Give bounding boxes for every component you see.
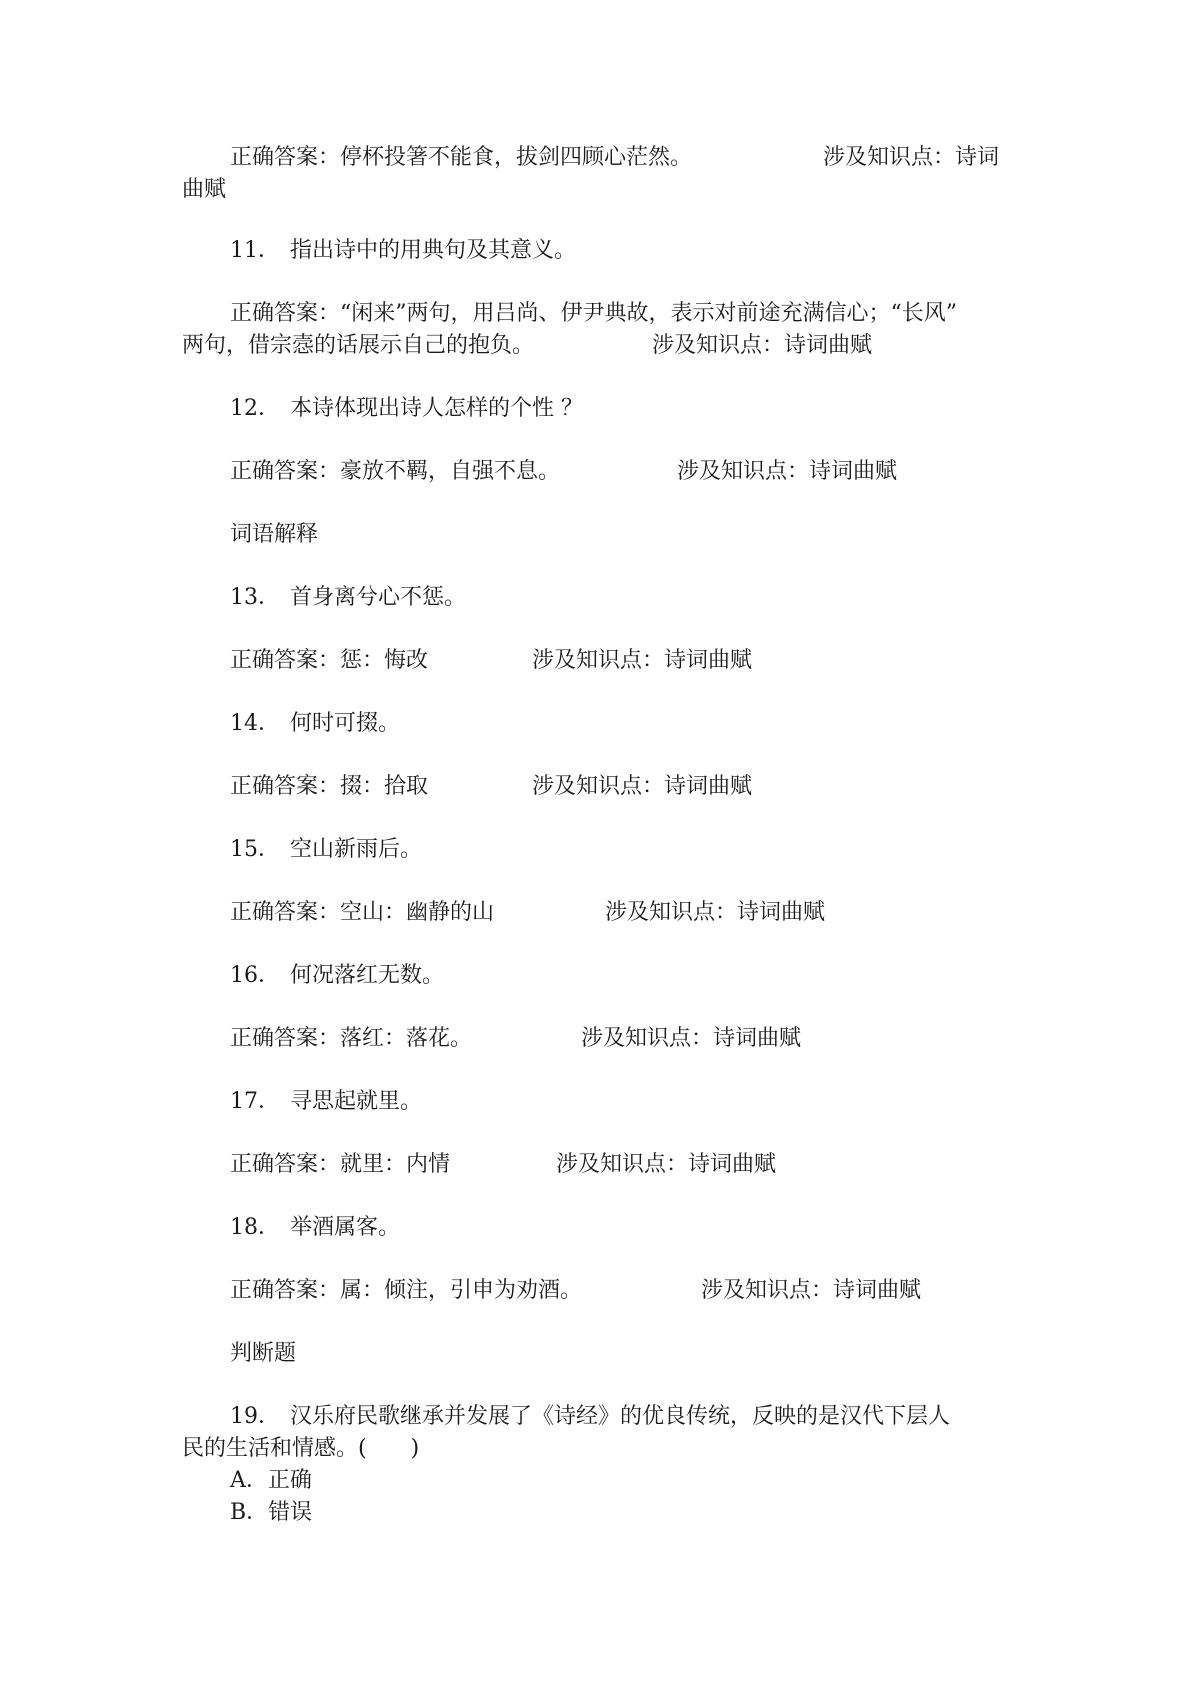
question-16-text: 何况落红无数。	[290, 963, 445, 988]
answer-11-line2: 两句，借宗悫的话展示自己的抱负。	[182, 333, 535, 358]
section-heading-true-false: 判断题	[230, 1341, 297, 1366]
answer-12-text: 正确答案：豪放不羁，自强不息。	[230, 459, 561, 484]
answer-17-knowledge-tag: 涉及知识点：诗词曲赋	[556, 1152, 777, 1177]
question-18-text: 举酒属客。	[290, 1215, 401, 1240]
option-a-true[interactable]: A．正确	[230, 1468, 312, 1493]
question-19-number: 19．	[230, 1404, 280, 1429]
answer-11-line1: 正确答案：“闲来”两句，用吕尚、伊尹典故，表示对前途充满信心；“长风”	[230, 301, 957, 326]
question-15	[230, 835, 422, 865]
answer-16-knowledge-tag: 涉及知识点：诗词曲赋	[581, 1026, 802, 1051]
question-11-number: 11．	[230, 238, 280, 263]
answer-13-text: 正确答案：惩：悔改	[230, 648, 429, 673]
question-12-text: 本诗体现出诗人怎样的个性 ？	[290, 396, 583, 421]
question-17-text: 寻思起就里。	[290, 1089, 423, 1114]
question-15-number: 15．	[230, 837, 280, 862]
question-15-text: 空山新雨后。	[290, 837, 423, 862]
question-17-number: 17．	[230, 1089, 280, 1114]
answer-14-text: 正确答案：掇：拾取	[230, 774, 429, 799]
question-12-number: 12．	[230, 396, 280, 421]
answer-13-knowledge-tag: 涉及知识点：诗词曲赋	[532, 648, 753, 673]
answer-10-knowledge-tag-continued: 曲赋	[182, 177, 227, 202]
question-11-text: 指出诗中的用典句及其意义。	[290, 238, 577, 263]
question-16	[230, 961, 444, 991]
answer-12-knowledge-tag: 涉及知识点：诗词曲赋	[677, 459, 898, 484]
question-13	[230, 583, 466, 613]
question-19-text-continued: 民的生活和情感。( )	[182, 1436, 420, 1461]
question-13-number: 13．	[230, 585, 280, 610]
question-19-text: 汉乐府民歌继承并发展了《诗经》的优良传统，反映的是汉代下层人	[290, 1404, 951, 1429]
question-16-number: 16．	[230, 963, 280, 988]
answer-18-knowledge-tag: 涉及知识点：诗词曲赋	[701, 1278, 922, 1303]
answer-18-text: 正确答案：属：倾注，引申为劝酒。	[230, 1278, 583, 1303]
question-12	[230, 394, 583, 424]
question-14	[230, 709, 400, 739]
question-13-text: 首身离兮心不惩。	[290, 585, 467, 610]
answer-17-text: 正确答案：就里：内情	[230, 1152, 451, 1177]
answer-15-knowledge-tag: 涉及知识点：诗词曲赋	[605, 900, 826, 925]
answer-10-text: 正确答案：停杯投箸不能食，拔剑四顾心茫然。	[230, 145, 693, 170]
answer-14-knowledge-tag: 涉及知识点：诗词曲赋	[532, 774, 753, 799]
section-heading-vocabulary: 词语解释	[230, 522, 319, 547]
question-18	[230, 1213, 400, 1243]
answer-10-knowledge-tag: 涉及知识点：诗词	[823, 145, 1000, 170]
question-11	[230, 236, 576, 266]
answer-16-text: 正确答案：落红：落花。	[230, 1026, 473, 1051]
answer-15-text: 正确答案：空山：幽静的山	[230, 900, 495, 925]
option-b-false[interactable]: B．错误	[230, 1500, 313, 1525]
question-18-number: 18．	[230, 1215, 280, 1240]
question-14-text: 何时可掇。	[290, 711, 401, 736]
question-19	[230, 1402, 950, 1432]
question-17	[230, 1087, 422, 1117]
answer-11-knowledge-tag: 涉及知识点：诗词曲赋	[652, 333, 873, 358]
question-14-number: 14．	[230, 711, 280, 736]
